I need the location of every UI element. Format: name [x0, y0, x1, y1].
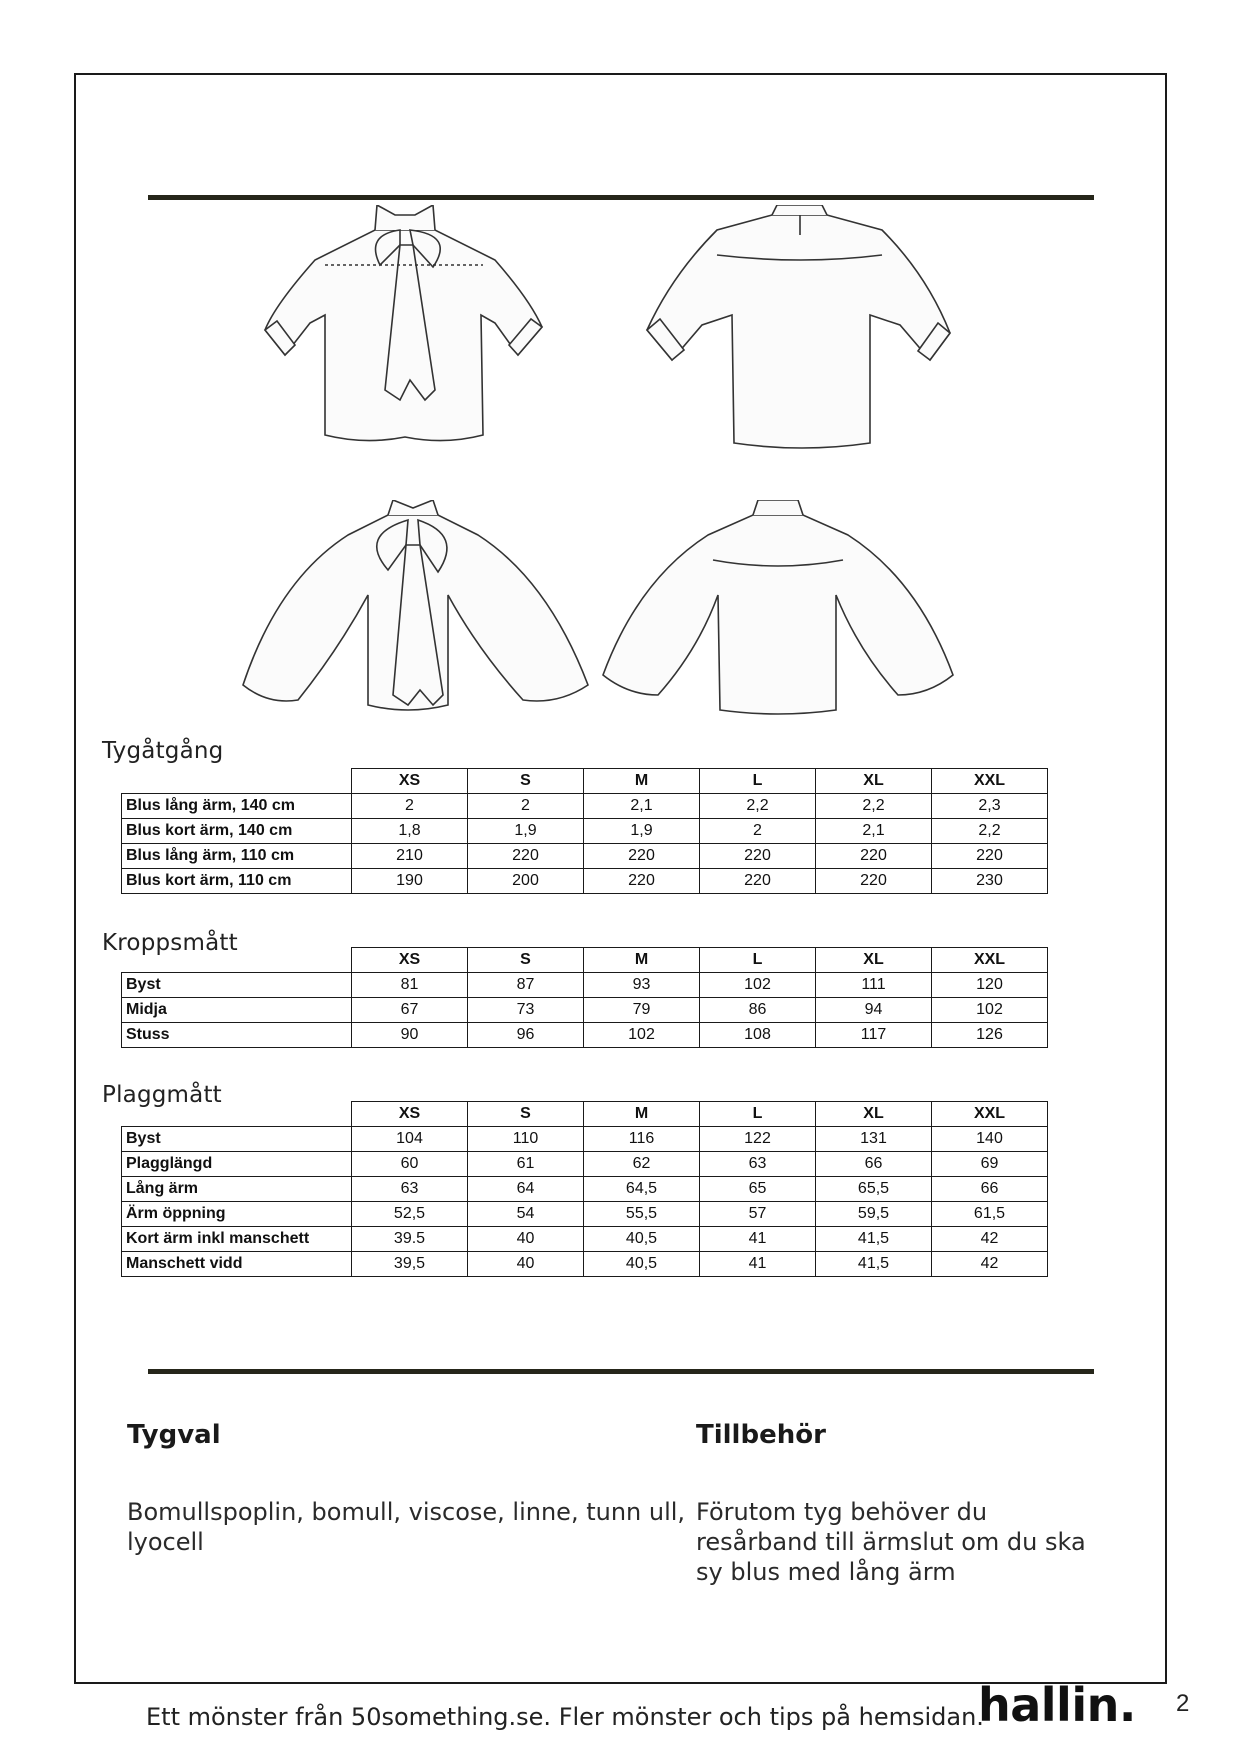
table-cell: 41 — [700, 1252, 816, 1277]
bottom-divider — [148, 1369, 1094, 1374]
table-cell: 40,5 — [584, 1227, 700, 1252]
blouse-long-sleeve-front-illustration — [238, 500, 598, 715]
table-cell: 86 — [700, 998, 816, 1023]
table-row — [122, 794, 1048, 819]
table-cell: 220 — [584, 869, 700, 894]
table-cell: 1,8 — [352, 819, 468, 844]
size-header: XXL — [932, 948, 1048, 973]
size-header: XS — [352, 769, 468, 794]
size-header: XL — [816, 1102, 932, 1127]
table-cell: 55,5 — [584, 1202, 700, 1227]
table-header-blank — [122, 948, 352, 973]
table-cell: 200 — [468, 869, 584, 894]
notions-text: Förutom tyg behöver du resårband till ärmslut om du ska sy blus med lång ärm — [696, 1498, 1086, 1586]
table-cell: 52,5 — [352, 1202, 468, 1227]
row-label: Blus lång ärm, 110 cm — [122, 844, 352, 869]
table-header-row — [122, 948, 1048, 973]
table-cell: 42 — [932, 1227, 1048, 1252]
table-cell: 102 — [700, 973, 816, 998]
table-cell: 220 — [700, 869, 816, 894]
table-cell: 73 — [468, 998, 584, 1023]
table-cell: 108 — [700, 1023, 816, 1048]
table-cell: 131 — [816, 1127, 932, 1152]
garment-measurements-table — [121, 1101, 1048, 1277]
table-row — [122, 1127, 1048, 1152]
table-cell: 220 — [700, 844, 816, 869]
table-cell: 66 — [816, 1152, 932, 1177]
blouse-short-sleeve-back-illustration — [642, 205, 962, 450]
table-cell: 96 — [468, 1023, 584, 1048]
table-row — [122, 1227, 1048, 1252]
size-header: M — [584, 948, 700, 973]
table-cell: 81 — [352, 973, 468, 998]
table-cell: 93 — [584, 973, 700, 998]
table-cell: 190 — [352, 869, 468, 894]
table-cell: 65 — [700, 1177, 816, 1202]
row-label: Blus kort ärm, 110 cm — [122, 869, 352, 894]
table-row — [122, 1202, 1048, 1227]
table-row — [122, 869, 1048, 894]
size-header: M — [584, 1102, 700, 1127]
table-cell: 41 — [700, 1227, 816, 1252]
table-cell: 116 — [584, 1127, 700, 1152]
table-row — [122, 973, 1048, 998]
table-cell: 39.5 — [352, 1227, 468, 1252]
size-header: XXL — [932, 1102, 1048, 1127]
table-cell: 2,3 — [932, 794, 1048, 819]
row-label: Kort ärm inkl manschett — [122, 1227, 352, 1252]
row-label: Byst — [122, 1127, 352, 1152]
table-cell: 61,5 — [932, 1202, 1048, 1227]
section-label-body-measurements: Kroppsmått — [102, 930, 238, 956]
table-cell: 102 — [932, 998, 1048, 1023]
table-cell: 140 — [932, 1127, 1048, 1152]
table-cell: 110 — [468, 1127, 584, 1152]
notions-title: Tillbehör — [696, 1420, 826, 1450]
table-cell: 111 — [816, 973, 932, 998]
size-header: S — [468, 948, 584, 973]
table-cell: 102 — [584, 1023, 700, 1048]
table-cell: 61 — [468, 1152, 584, 1177]
row-label: Ärm öppning — [122, 1202, 352, 1227]
table-cell: 64,5 — [584, 1177, 700, 1202]
table-cell: 90 — [352, 1023, 468, 1048]
table-cell: 41,5 — [816, 1227, 932, 1252]
table-cell: 40 — [468, 1252, 584, 1277]
table-cell: 42 — [932, 1252, 1048, 1277]
table-cell: 220 — [468, 844, 584, 869]
table-cell: 39,5 — [352, 1252, 468, 1277]
table-cell: 2,2 — [932, 819, 1048, 844]
row-label: Blus kort ärm, 140 cm — [122, 819, 352, 844]
table-cell: 67 — [352, 998, 468, 1023]
table-row — [122, 1152, 1048, 1177]
table-cell: 54 — [468, 1202, 584, 1227]
size-header: XL — [816, 769, 932, 794]
size-header: XXL — [932, 769, 1048, 794]
row-label: Blus lång ärm, 140 cm — [122, 794, 352, 819]
table-cell: 41,5 — [816, 1252, 932, 1277]
table-cell: 2,1 — [584, 794, 700, 819]
table-cell: 2,1 — [816, 819, 932, 844]
table-cell: 63 — [352, 1177, 468, 1202]
table-row — [122, 1252, 1048, 1277]
table-header-blank — [122, 769, 352, 794]
table-cell: 57 — [700, 1202, 816, 1227]
size-header: M — [584, 769, 700, 794]
size-header: XS — [352, 1102, 468, 1127]
footer-text: Ett mönster från 50something.se. Fler mönster och tips på hemsidan. — [146, 1703, 984, 1731]
section-label-fabric-amount: Tygåtgång — [102, 738, 224, 764]
table-cell: 94 — [816, 998, 932, 1023]
size-header: L — [700, 769, 816, 794]
row-label: Stuss — [122, 1023, 352, 1048]
table-cell: 64 — [468, 1177, 584, 1202]
blouse-short-sleeve-front-illustration — [255, 205, 580, 450]
table-row — [122, 1023, 1048, 1048]
table-row — [122, 1177, 1048, 1202]
top-divider — [148, 195, 1094, 200]
table-cell: 59,5 — [816, 1202, 932, 1227]
fabric-choice-title: Tygval — [127, 1420, 221, 1450]
page-number: 2 — [1176, 1690, 1190, 1717]
table-cell: 2 — [352, 794, 468, 819]
size-header: L — [700, 948, 816, 973]
fabric-choice-text: Bomullspoplin, bomull, viscose, linne, tunn ull, lyocell — [127, 1498, 686, 1556]
table-cell: 66 — [932, 1177, 1048, 1202]
table-cell: 1,9 — [584, 819, 700, 844]
table-cell: 126 — [932, 1023, 1048, 1048]
table-cell: 65,5 — [816, 1177, 932, 1202]
table-cell: 69 — [932, 1152, 1048, 1177]
table-row — [122, 819, 1048, 844]
table-cell: 120 — [932, 973, 1048, 998]
table-header-row — [122, 769, 1048, 794]
blouse-long-sleeve-back-illustration — [598, 500, 958, 715]
table-cell: 2,2 — [816, 794, 932, 819]
table-cell: 79 — [584, 998, 700, 1023]
section-label-garment-measurements: Plaggmått — [102, 1082, 222, 1108]
row-label: Byst — [122, 973, 352, 998]
table-row — [122, 844, 1048, 869]
table-cell: 40,5 — [584, 1252, 700, 1277]
table-cell: 230 — [932, 869, 1048, 894]
row-label: Plagglängd — [122, 1152, 352, 1177]
table-cell: 63 — [700, 1152, 816, 1177]
table-header-row — [122, 1102, 1048, 1127]
size-header: XL — [816, 948, 932, 973]
table-cell: 2 — [468, 794, 584, 819]
fabric-amount-table — [121, 768, 1048, 894]
table-cell: 220 — [816, 869, 932, 894]
table-cell: 62 — [584, 1152, 700, 1177]
table-header-blank — [122, 1102, 352, 1127]
table-cell: 87 — [468, 973, 584, 998]
size-header: S — [468, 1102, 584, 1127]
table-cell: 104 — [352, 1127, 468, 1152]
table-cell: 117 — [816, 1023, 932, 1048]
table-cell: 2 — [700, 819, 816, 844]
row-label: Manschett vidd — [122, 1252, 352, 1277]
brand-logo: hallin. — [978, 1678, 1136, 1732]
size-header: XS — [352, 948, 468, 973]
body-measurements-table — [121, 947, 1048, 1048]
table-cell: 220 — [932, 844, 1048, 869]
table-cell: 1,9 — [468, 819, 584, 844]
size-header: L — [700, 1102, 816, 1127]
table-cell: 220 — [584, 844, 700, 869]
table-cell: 40 — [468, 1227, 584, 1252]
table-row — [122, 998, 1048, 1023]
table-cell: 2,2 — [700, 794, 816, 819]
row-label: Lång ärm — [122, 1177, 352, 1202]
table-cell: 122 — [700, 1127, 816, 1152]
table-cell: 220 — [816, 844, 932, 869]
table-cell: 210 — [352, 844, 468, 869]
size-header: S — [468, 769, 584, 794]
table-cell: 60 — [352, 1152, 468, 1177]
row-label: Midja — [122, 998, 352, 1023]
